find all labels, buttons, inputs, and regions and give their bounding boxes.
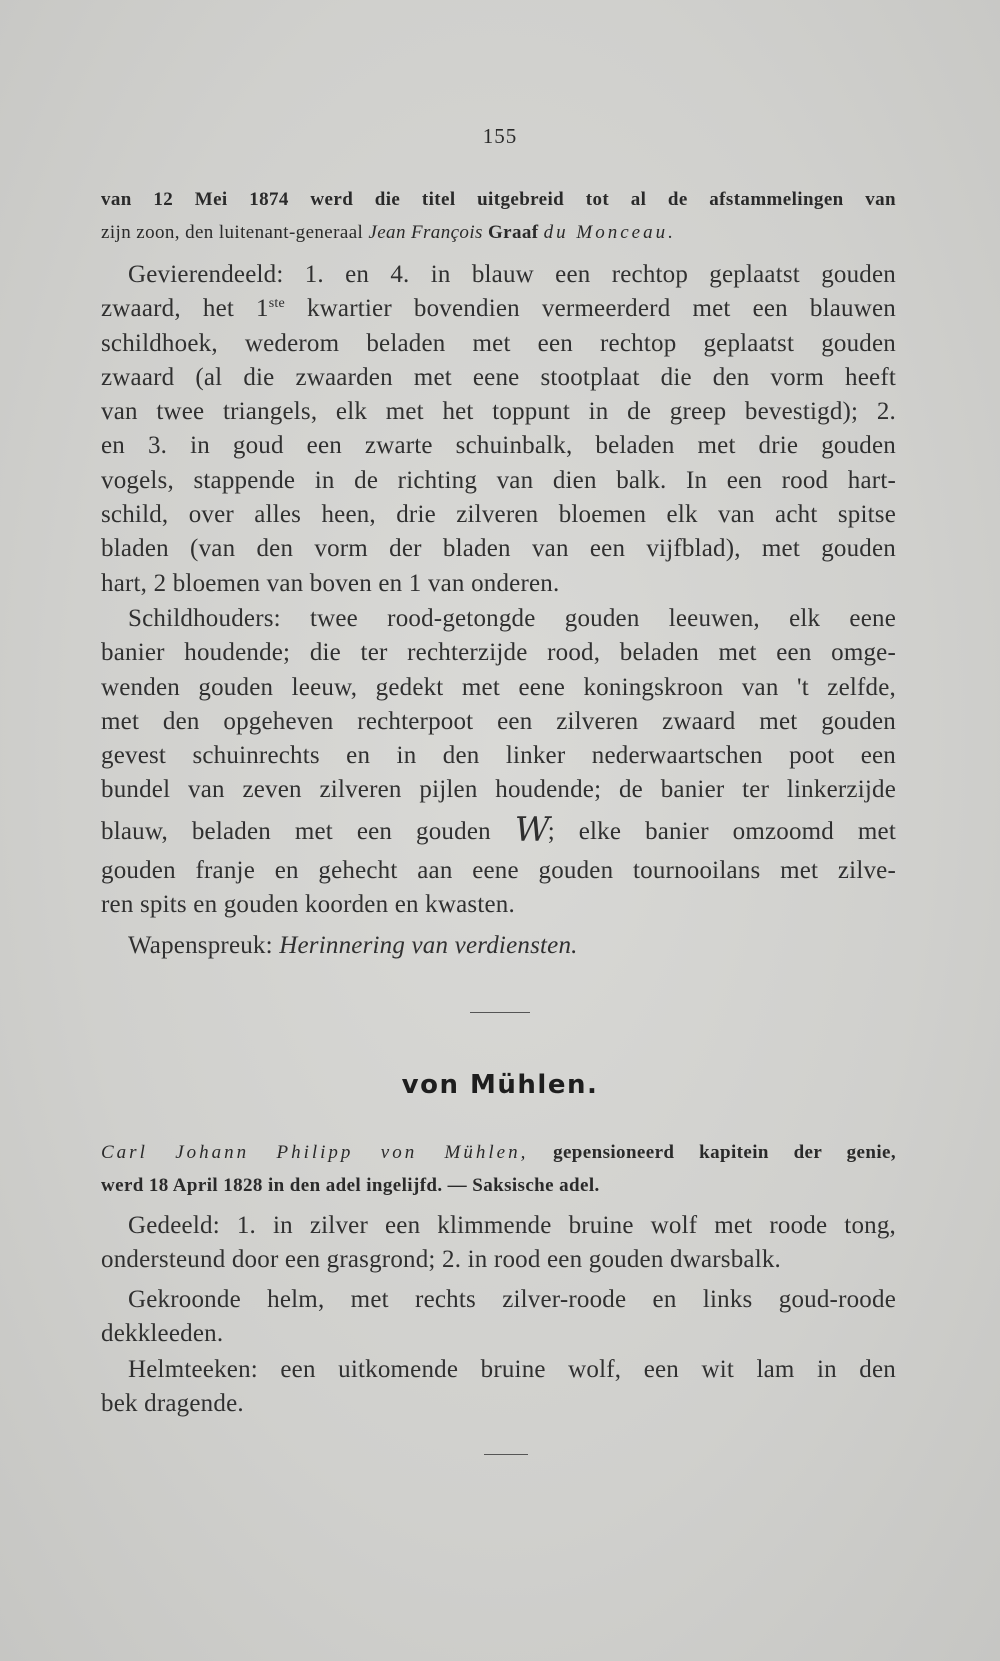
blazon-text: kwartier bovendien vermeerderd met een blauwen xyxy=(284,295,897,323)
supporters-line-2: banier houdende; die ter rechterzijde rood, beladen met een omge- xyxy=(101,639,896,667)
blazon-text: zwaard, het 1 xyxy=(101,295,269,323)
supporters-line-6: bundel van zeven zilveren pijlen houdende; de banier ter linkerzijde xyxy=(101,776,896,804)
muhlen-blazon-line-1: Gedeeld: 1. in zilver een klimmende bruine wolf met roode tong, xyxy=(128,1212,896,1239)
person-name: Carl Johann Philipp von Mühlen, xyxy=(101,1142,529,1163)
supporters-line-8: gouden franje en gehecht aan eene gouden tournooilans met zilve- xyxy=(101,856,896,884)
intro-name: Jean François xyxy=(368,222,483,243)
blazon-paragraph xyxy=(101,258,896,601)
motto-paragraph xyxy=(101,929,896,963)
section-divider xyxy=(470,1012,530,1013)
blazon-line-4: zwaard (al die zwaarden met eene stootplaat die den vorm heeft xyxy=(101,363,896,391)
superscript: ste xyxy=(268,296,285,312)
supporters-line-3: wenden gouden leeuw, gedekt met eene koningskroon van 't zelfde, xyxy=(101,673,896,701)
helmet-line-2: dekkleeden. xyxy=(101,1320,224,1348)
muhlen-intro xyxy=(101,1136,896,1202)
supporters-line-7 xyxy=(101,808,896,854)
motto-line xyxy=(101,929,896,963)
crest-line-2: bek dragende. xyxy=(101,1390,244,1418)
helmet-paragraph xyxy=(101,1283,896,1352)
section-heading: von Mühlen. xyxy=(401,1070,599,1100)
intro-text: zijn zoon, den luitenant-generaal xyxy=(101,222,364,243)
blazon-line-2 xyxy=(101,292,896,326)
blazon-line-3: schildhoek, wederom beladen met een rechtop geplaatst gouden xyxy=(101,329,896,357)
helmet-line-1: Gekroonde helm, met rechts zilver-roode en links goud-roode xyxy=(128,1286,896,1313)
blazon-line-10: hart, 2 bloemen van boven en 1 van onderen. xyxy=(101,569,560,597)
blazon-line-5: van twee triangels, elk met het toppunt in de greep bevestigd); 2. xyxy=(101,398,896,426)
muhlen-blazon xyxy=(101,1209,896,1278)
crest-paragraph xyxy=(101,1353,896,1422)
intro-paragraph xyxy=(101,183,896,249)
intro-title: Graaf xyxy=(487,222,539,243)
blazon-line-8: schild, over alles heen, drie zilveren bloemen elk van acht spitse xyxy=(101,501,896,529)
page-number: 155 xyxy=(482,124,518,148)
monogram: W xyxy=(514,809,548,850)
supporters-line-1: Schildhouders: twee rood-getongde gouden leeuwen, elk eene xyxy=(128,605,896,632)
intro-line-1: van 12 Mei 1874 werd die titel uitgebreid tot al de afstammelingen van xyxy=(101,189,896,210)
muhlen-intro-line-1 xyxy=(101,1136,896,1169)
blazon-line-7: vogels, stappende in de richting van dien balk. In een rood hart- xyxy=(101,466,896,494)
supporters-paragraph xyxy=(101,602,896,922)
muhlen-intro-text: gepensioneerd kapitein der genie, xyxy=(528,1142,896,1163)
blazon-line-1: Gevierendeeld: 1. en 4. in blauw een rechtop geplaatst gouden xyxy=(128,261,896,288)
muhlen-intro-line-2: werd 18 April 1828 in den adel ingelijfd. — Saksische adel. xyxy=(101,1175,600,1196)
muhlen-blazon-line-2: ondersteund door een grasgrond; 2. in rood een gouden dwarsbalk. xyxy=(101,1246,781,1274)
blazon-line-6: en 3. in goud een zwarte schuinbalk, beladen met drie gouden xyxy=(101,432,896,460)
supporters-line-9: ren spits en gouden koorden en kwasten. xyxy=(101,891,515,919)
intro-surname: du Monceau. xyxy=(543,222,676,243)
crest-line-1: Helmteeken: een uitkomende bruine wolf, een wit lam in den xyxy=(128,1356,896,1383)
supporters-text: blauw, beladen met een gouden xyxy=(101,817,491,845)
supporters-line-4: met den opgeheven rechterpoot een zilveren zwaard met gouden xyxy=(101,707,896,735)
supporters-line-5: gevest schuinrechts en in den linker nederwaartschen poot een xyxy=(101,742,896,770)
motto-label: Wapenspreuk: xyxy=(128,932,273,959)
motto-text: Herinnering van verdiensten. xyxy=(279,932,578,959)
end-divider xyxy=(484,1454,528,1455)
intro-line-2 xyxy=(101,216,896,249)
blazon-line-9: bladen (van den vorm der bladen van een vijfblad), met gouden xyxy=(101,535,896,563)
supporters-text: ; elke banier omzoomd met xyxy=(547,817,896,845)
